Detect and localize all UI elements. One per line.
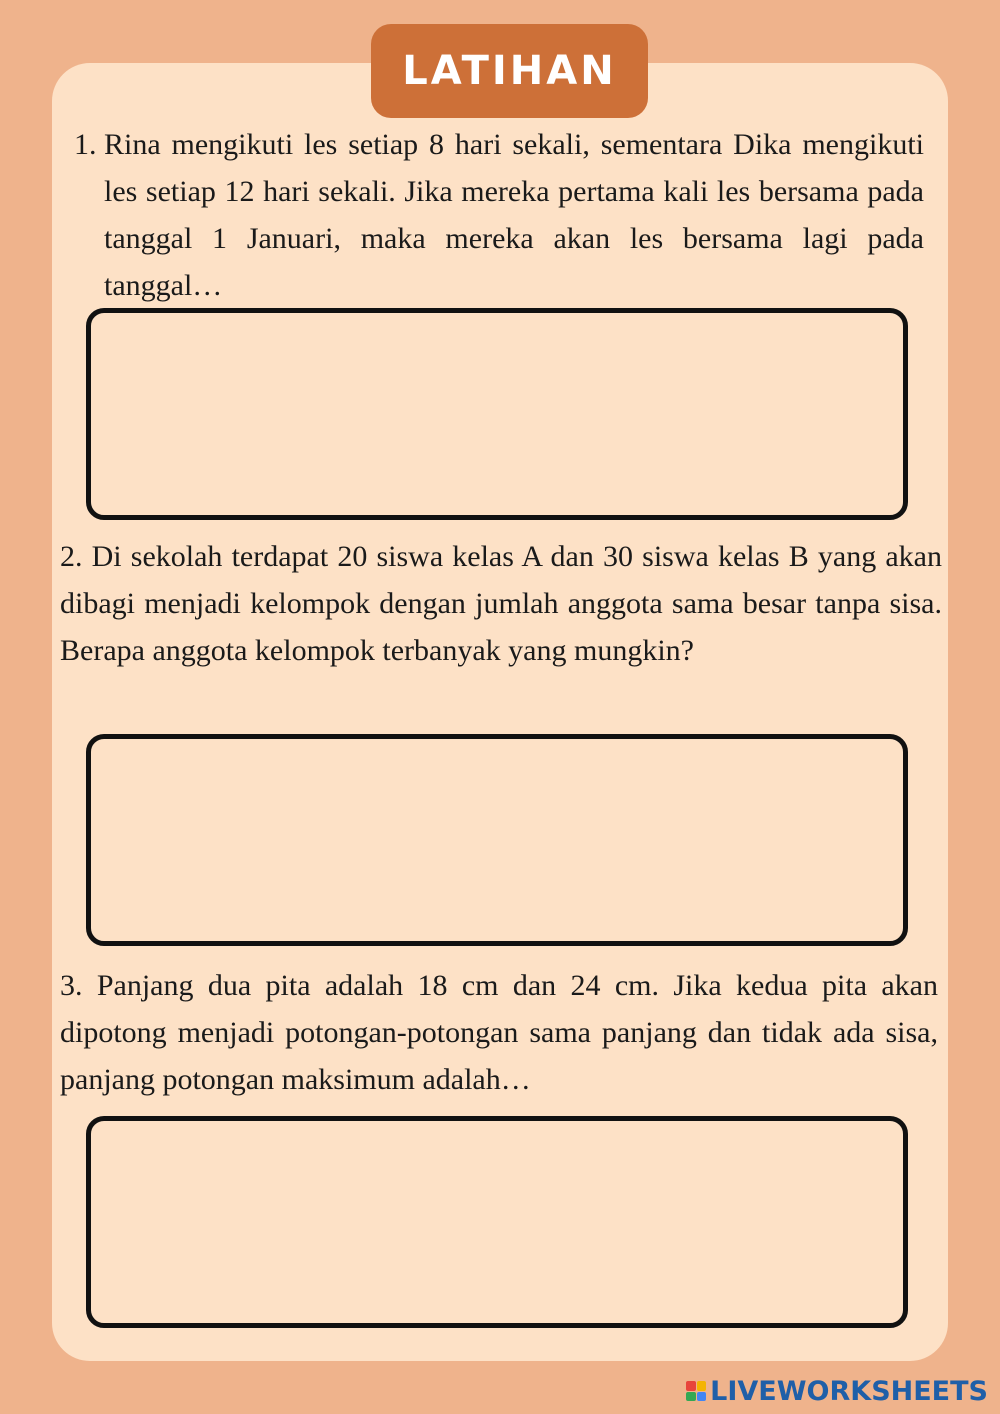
answer-box-1[interactable] [86, 308, 908, 520]
answer-box-2[interactable] [86, 734, 908, 946]
title-badge [371, 24, 648, 118]
liveworksheets-logo-icon [686, 1381, 706, 1401]
brand-name: LIVEWORKSHEETS [710, 1375, 988, 1407]
question-3-text: 3. Panjang dua pita adalah 18 cm dan 24 cm. Jika kedua pita akan dipotong menjadi potongan-potongan sama panjang dan tidak ada sisa, panjang potongan maksimum adalah… [60, 969, 938, 1096]
answer-box-3[interactable] [86, 1116, 908, 1328]
question-1-number: 1. [74, 128, 97, 161]
question-2-text: 2. Di sekolah terdapat 20 siswa kelas A dan 30 siswa kelas B yang akan dibagi menjadi kelompok dengan jumlah anggota sama besar tanpa sisa. Berapa anggota kelompok terbanyak yang mungkin? [60, 540, 942, 667]
question-1 [74, 121, 924, 309]
question-1-text: Rina mengikuti les setiap 8 hari sekali, sementara Dika mengikuti les setiap 12 hari sekali. Jika mereka pertama kali les bersama pada tanggal 1 Januari, maka mereka akan les bersama lagi pada tanggal… [104, 128, 924, 302]
liveworksheets-logo[interactable] [686, 1374, 988, 1408]
page-title: LATIHAN [402, 48, 617, 94]
